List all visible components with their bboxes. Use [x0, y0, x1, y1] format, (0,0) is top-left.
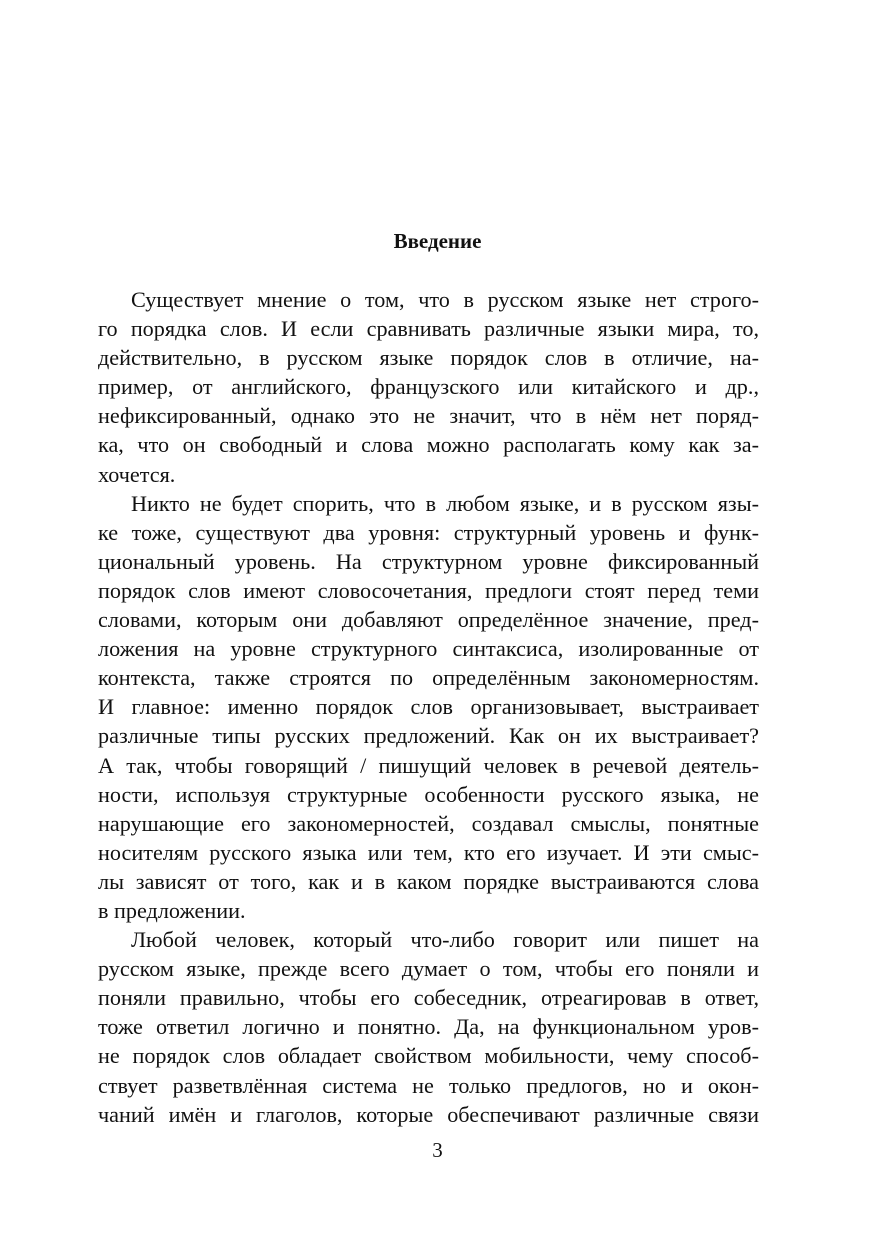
- page-number: 3: [432, 1138, 443, 1162]
- text-line: ложения на уровне структурного синтаксиса, изолированные от: [98, 636, 759, 662]
- paragraph: [98, 489, 759, 925]
- text-line: ствует разветвлённая система не только предлогов, но и окон-: [98, 1072, 759, 1098]
- text-line: Существует мнение о том, что в русском языке нет строго-: [131, 287, 759, 312]
- text-line: словами, которым они добавляют определённое значение, пред-: [98, 607, 759, 633]
- text-line: чаний имён и глаголов, которые обеспечивают различные связи: [98, 1101, 759, 1127]
- text-line: нарушающие его закономерностей, создавал смыслы, понятные: [98, 810, 759, 836]
- text-line: порядок слов имеют словосочетания, предлоги стоят перед теми: [98, 577, 759, 603]
- text-line: не порядок слов обладает свойством мобильности, чему способ-: [98, 1043, 759, 1069]
- paragraph: [98, 285, 759, 489]
- text-line: контекста, также строятся по определённым закономерностям.: [98, 665, 759, 691]
- body-text: [98, 285, 759, 1129]
- text-line: различные типы русских предложений. Как он их выстраивает?: [98, 723, 759, 749]
- text-line: русском языке, прежде всего думает о том, чтобы его поняли и: [98, 956, 759, 982]
- text-line: ка, что он свободный и слова можно располагать кому как за-: [98, 432, 759, 458]
- text-line: лы зависят от того, как и в каком порядке выстраиваются слова: [98, 868, 759, 894]
- text-line: циональный уровень. На структурном уровне фиксированный: [98, 548, 759, 574]
- text-line: поняли правильно, чтобы его собеседник, отреагировав в ответ,: [98, 985, 759, 1011]
- paragraph: [98, 925, 759, 1129]
- text-line: го порядка слов. И если сравнивать различные языки мира, то,: [98, 316, 759, 342]
- chapter-title: Введение: [393, 229, 482, 253]
- text-line: А так, чтобы говорящий / пишущий человек в речевой деятель-: [98, 752, 759, 778]
- text-line: ке тоже, существуют два уровня: структурный уровень и функ-: [98, 519, 759, 545]
- text-line: носителям русского языка или тем, кто его изучает. И эти смыс-: [98, 839, 759, 865]
- text-line: нефиксированный, однако это не значит, что в нём нет поряд-: [98, 403, 759, 429]
- text-line: Любой человек, который что-либо говорит или пишет на: [131, 927, 759, 953]
- text-line: хочется.: [98, 461, 176, 487]
- text-line: И главное: именно порядок слов организовывает, выстраивает: [98, 694, 759, 720]
- text-line: действительно, в русском языке порядок слов в отличие, на-: [98, 345, 759, 371]
- text-line: Никто не будет спорить, что в любом языке, и в русском язы-: [131, 490, 759, 516]
- text-line: ности, используя структурные особенности русского языка, не: [98, 781, 759, 807]
- text-line: тоже ответил логично и понятно. Да, на функциональном уров-: [98, 1014, 759, 1040]
- text-line: пример, от английского, французского или китайского и др.,: [98, 374, 759, 400]
- text-line: в предложении.: [98, 897, 246, 923]
